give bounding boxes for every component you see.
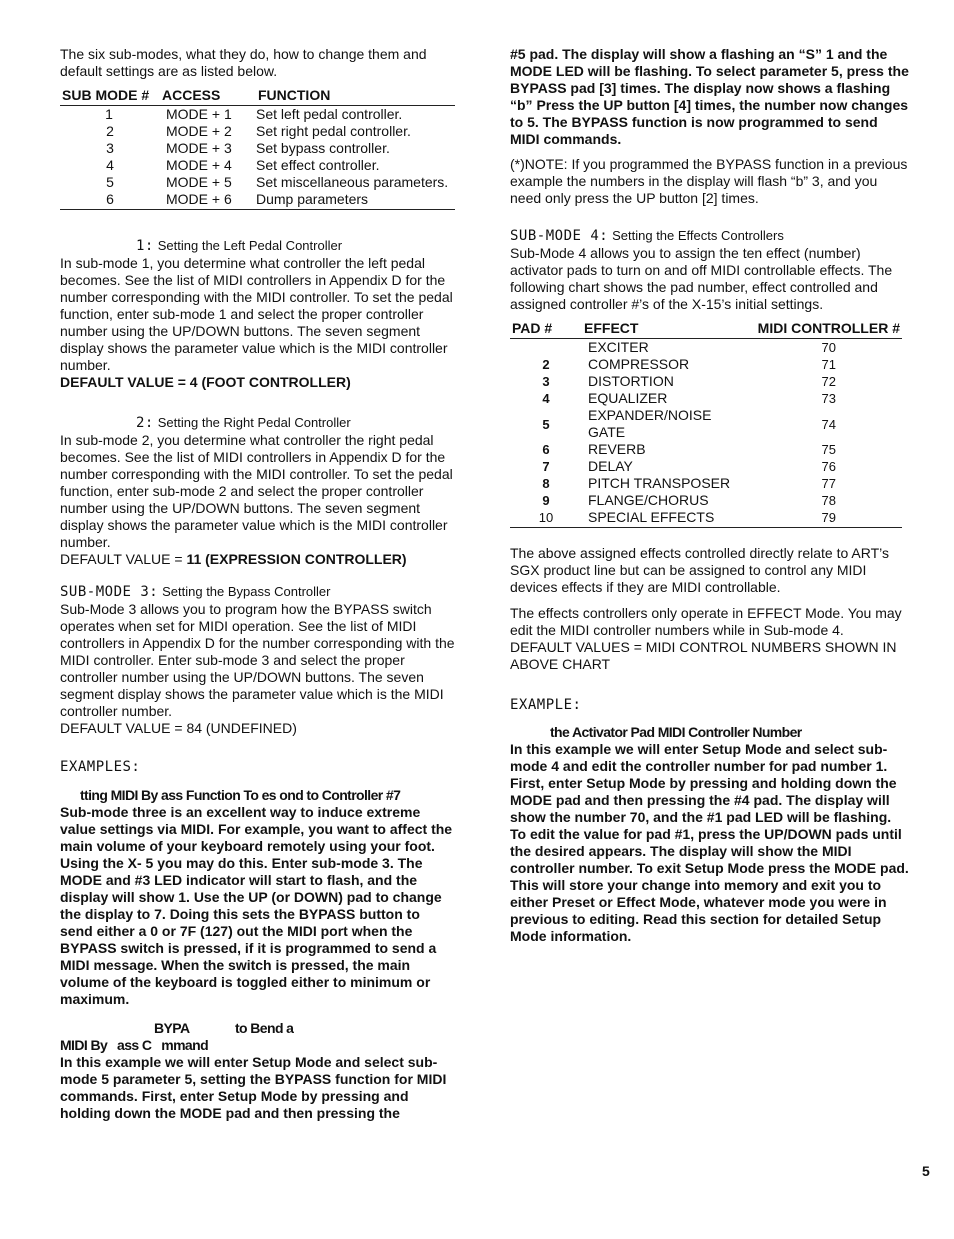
effect-name: EQUALIZER — [588, 390, 668, 406]
submode-table-header — [60, 86, 455, 106]
sub1-title: Setting the Left Pedal Controller — [157, 238, 343, 253]
example1-body: Sub-mode three is an excellent way to induce extreme value settings via MIDI. For example, you want to affect the main volume of your keyboard remotely using your foot. Using the X- 5 you may do this. Enter sub-mode 3. The MODE and #3 LED indicator will start to flash, and the display will show 1. Use the UP (or DOWN) pad to change the display to 7. Doing this sets the BYPASS button to send either a 0 or 7F (127) out the MIDI port when the BYPASS switch is pressed, if it is programmed to send a MIDI message. When the switch is pressed, the main volume of the keyboard is toggled either to minimum or maximum. — [60, 804, 453, 1007]
note-paragraph: (*)NOTE: If you programmed the BYPASS function in a previous example the numbers in the display will flash “b” 3, and you need only press the UP button [2] times. — [510, 156, 908, 206]
pad-number: 4 — [542, 391, 550, 406]
submode-access: MODE + 5 — [166, 174, 232, 190]
submode-access: MODE + 1 — [166, 106, 232, 122]
table-row — [60, 123, 455, 140]
pad-number: 3 — [542, 374, 550, 389]
table-row — [60, 106, 455, 124]
submode-table — [60, 86, 455, 210]
midi-controller: 75 — [821, 442, 836, 457]
table-row — [510, 373, 902, 390]
submode-function: Dump parameters — [256, 191, 455, 210]
pad-number: 5 — [542, 416, 550, 432]
midi-controller: 78 — [821, 493, 836, 508]
example-body: In this example we will enter Setup Mode and select sub-mode 4 and edit the controller number for pad number 1. First, enter Setup Mode by pressing and holding down the MODE pad and then pressing the #4 pad. The display will show the number 70, and the #1 pad LED will be flashing. To edit the value for pad #1, press the UP/DOWN pads until the desired appears. The display will show the MIDI controller number. To exit Setup Mode press the MODE pad. This will store your change into memory and exit you to either Preset or Effect Mode, whatever mode you were in previous to editing. Read this section for detailed Setup Mode information. — [510, 741, 909, 944]
table-row — [510, 458, 902, 475]
table-row — [510, 407, 902, 441]
submode-access: MODE + 4 — [166, 157, 232, 173]
example2-body: In this example we will enter Setup Mode and select sub-mode 5 parameter 5, setting the BYPASS function for MIDI commands. First, enter Setup Mode by pressing and holding down the MODE pad and then pressing the — [60, 1054, 447, 1121]
submode-access: MODE + 2 — [166, 123, 232, 139]
submode-access: MODE + 6 — [160, 191, 256, 210]
example-title: the Activator Pad MIDI Controller Number — [550, 724, 802, 740]
sub2-heading — [60, 414, 455, 432]
effect-name: COMPRESSOR — [588, 356, 690, 372]
pad-number: 2 — [542, 357, 550, 372]
pad-number: 10 — [510, 509, 582, 528]
midi-controller: 73 — [821, 391, 836, 406]
midi-controller: 79 — [746, 509, 902, 528]
sub4-title: Setting the Effects Controllers — [612, 228, 784, 243]
sub2-default-value: 11 (EXPRESSION CONTROLLER) — [186, 551, 407, 567]
table-row — [510, 475, 902, 492]
sub3-prefix: SUB-MODE 3: — [60, 584, 159, 600]
midi-controller: 72 — [821, 374, 836, 389]
sub2-default — [60, 551, 455, 568]
sub2-title: Setting the Right Pedal Controller — [157, 415, 351, 430]
midi-controller: 76 — [821, 459, 836, 474]
table-row — [60, 174, 455, 191]
table-row — [60, 157, 455, 174]
submode-function: Set left pedal controller. — [256, 106, 403, 122]
pad-number: 8 — [542, 476, 550, 491]
col-header-effect: EFFECT — [582, 319, 746, 339]
right-column — [510, 46, 910, 945]
submode-num: 5 — [106, 174, 114, 190]
submode-num: 2 — [106, 123, 114, 139]
sub4-default: DEFAULT VALUES = MIDI CONTROL NUMBERS SHOWN IN ABOVE CHART — [510, 639, 897, 672]
effect-name: PITCH TRANSPOSER — [588, 475, 731, 491]
midi-controller: 71 — [821, 357, 836, 372]
sub2-body: In sub-mode 2, you determine what controller the right pedal becomes. See the list of MIDI controllers in Appendix D for the number corresponding with the MIDI controller. To set the pedal function, enter sub-mode 2 and select the proper controller number using the UP/DOWN buttons. The seven segment display shows the parameter value which is the MIDI controller number. — [60, 432, 453, 550]
submode-num: 3 — [106, 140, 114, 156]
example-heading: EXAMPLE: — [510, 697, 582, 713]
col-header-midi: MIDI CONTROLLER # — [746, 319, 902, 339]
effect-name: REVERB — [588, 441, 646, 457]
col-header-function: FUNCTION — [256, 86, 455, 106]
sub1-body: In sub-mode 1, you determine what controller the left pedal becomes. See the list of MIDI controllers in Appendix D for the number corresponding with the MIDI controller. To set the pedal function, enter sub-mode 1 and select the proper controller number using the UP/DOWN buttons. The seven segment display shows the parameter value which is the MIDI controller number. — [60, 255, 453, 373]
pad-number — [510, 339, 582, 357]
submode-num: 1 — [105, 106, 113, 122]
sub3-body: Sub-Mode 3 allows you to program how the BYPASS switch operates when set for MIDI operation. See the list of MIDI controllers in Appendix D for the number corresponding with the MIDI controller. Enter sub-mode 3 and select the proper controller number using the UP/DOWN buttons. The seven segment display shows the parameter value which is the MIDI controller number. — [60, 601, 455, 719]
col-header-pad: PAD # — [510, 319, 582, 339]
submode-function: Set right pedal controller. — [256, 123, 411, 139]
left-column — [60, 46, 455, 1122]
submode-function: Set bypass controller. — [256, 140, 390, 156]
sub1-prefix: 1: — [136, 238, 154, 254]
table-row — [510, 390, 902, 407]
table-row — [510, 356, 902, 373]
pad-effect-table — [510, 319, 902, 528]
sub2-prefix: 2: — [136, 415, 154, 431]
col-header-access: ACCESS — [160, 86, 256, 106]
continued-body: #5 pad. The display will show a flashing an “S” 1 and the MODE LED will be flashing. To select parameter 5, press the BYPASS pad [3] times. The display now shows a flashing “b” Press the UP button [4] times, the number now changes to 5. The BYPASS function is now programmed to send MIDI commands. — [510, 46, 909, 147]
midi-controller: 74 — [821, 416, 836, 432]
sub2-default-label: DEFAULT VALUE = — [60, 551, 187, 567]
effect-name: FLANGE/CHORUS — [588, 492, 709, 508]
effect-name: DISTORTION — [588, 373, 674, 389]
table-row — [510, 509, 902, 528]
effect-name: EXPANDER/NOISE GATE — [588, 407, 712, 440]
submode-num: 6 — [60, 191, 160, 210]
pad-table-header — [510, 319, 902, 339]
effects-only-paragraph: The effects controllers only operate in EFFECT Mode. You may edit the MIDI controller numbers while in Sub-mode 4. — [510, 605, 902, 638]
sub1-heading — [60, 237, 455, 255]
sub4-prefix: SUB-MODE 4: — [510, 228, 609, 244]
after-table-paragraph: The above assigned effects controlled directly relate to ART’s SGX product line but can be assigned to control any MIDI devices effects if they are MIDI controllable. — [510, 545, 889, 595]
pad-number: 7 — [542, 459, 550, 474]
midi-controller: 70 — [821, 340, 836, 355]
example2-title-line1: BYPA to Bend a — [154, 1020, 294, 1036]
table-row — [60, 191, 455, 210]
page-number: 5 — [922, 1163, 930, 1179]
effect-name: EXCITER — [588, 339, 649, 355]
sub4-heading — [510, 227, 910, 245]
submode-num: 4 — [106, 157, 114, 173]
sub1-default: DEFAULT VALUE = 4 (FOOT CONTROLLER) — [60, 374, 351, 390]
examples-heading: EXAMPLES: — [60, 759, 141, 775]
example2-title-line2: MIDI By ass C mmand — [60, 1037, 209, 1053]
effect-name: DELAY — [588, 458, 633, 474]
submode-function: Set effect controller. — [256, 157, 380, 173]
example1-title: tting MIDI By ass Function To es ond to Controller #7 — [80, 787, 401, 803]
sub4-body: Sub-Mode 4 allows you to assign the ten effect (number) activator pads to turn on and off MIDI controllable effects. The following chart shows the pad number, effect controlled and assigned controller #’s of the X-15’s initial settings. — [510, 245, 893, 312]
table-row — [510, 492, 902, 509]
pad-number: 9 — [542, 493, 550, 508]
submode-access: MODE + 3 — [166, 140, 232, 156]
submode-function: Set miscellaneous parameters. — [256, 174, 449, 190]
col-header-submode: SUB MODE # — [60, 86, 160, 106]
midi-controller: 77 — [821, 476, 836, 491]
table-row — [510, 441, 902, 458]
pad-number: 6 — [542, 442, 550, 457]
table-row — [60, 140, 455, 157]
sub3-default: DEFAULT VALUE = 84 (UNDEFINED) — [60, 720, 297, 736]
sub3-title: Setting the Bypass Controller — [162, 584, 331, 599]
table-row — [510, 339, 902, 357]
effect-name: SPECIAL EFFECTS — [582, 509, 746, 528]
sub3-heading — [60, 583, 455, 601]
intro-paragraph: The six sub-modes, what they do, how to change them and default settings are as listed below. — [60, 46, 427, 79]
